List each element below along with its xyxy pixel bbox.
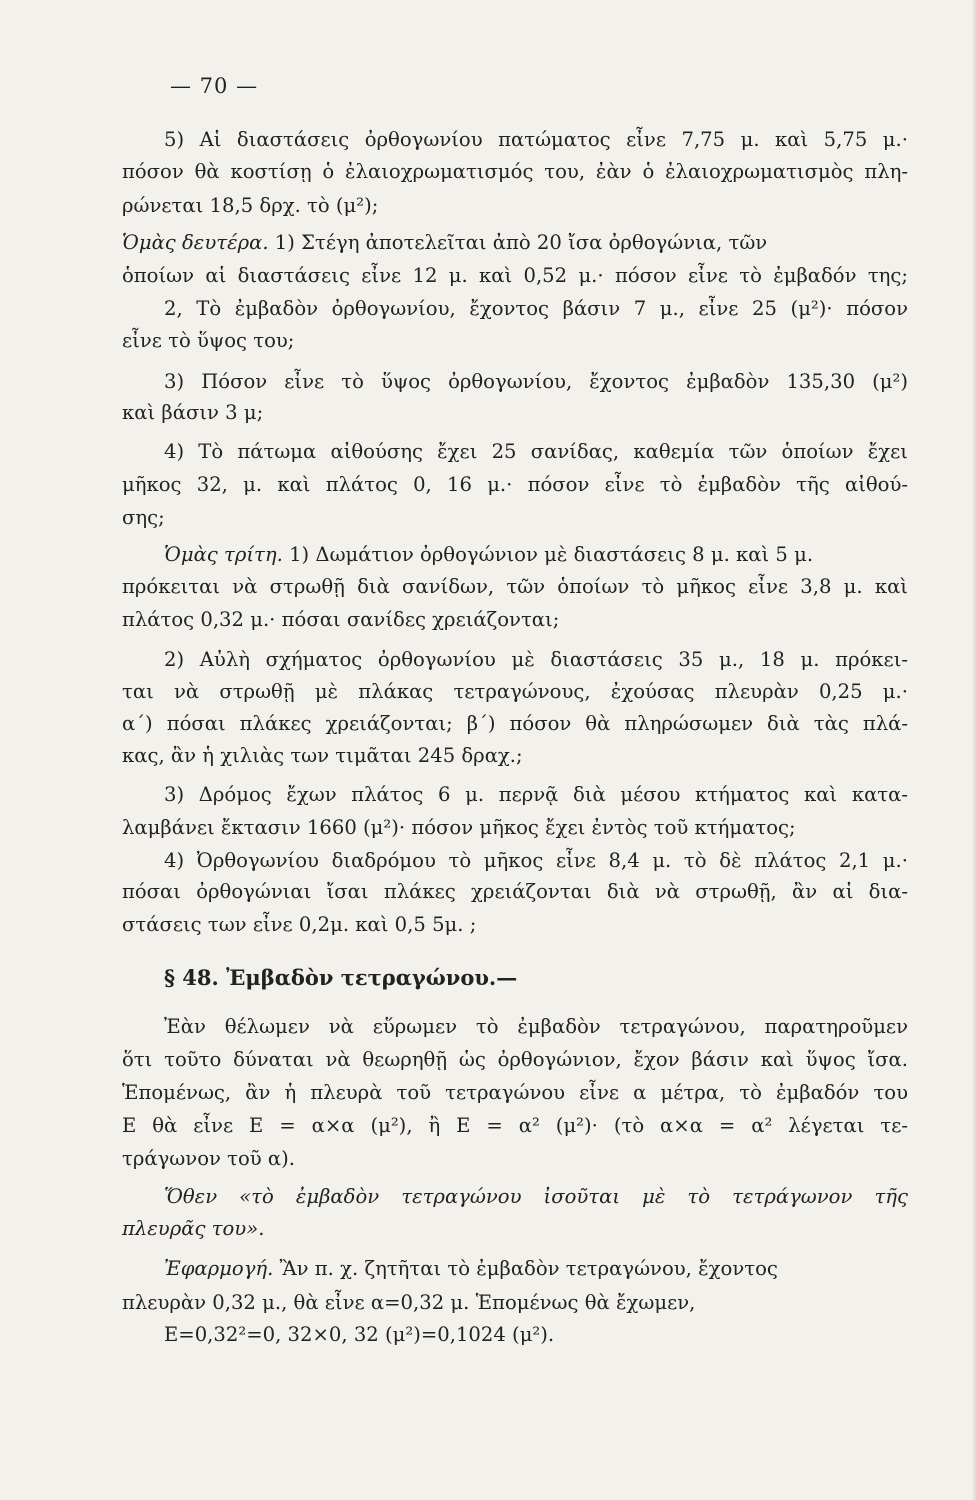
section-heading: § 48. Ἐμβαδὸν τετραγώνου.—: [164, 965, 518, 990]
text-line-group: [164, 545, 908, 565]
text-line: 2) Αὐλὴ σχήματος ὀρθογωνίου μὲ διαστάσεις 35 μ., 18 μ. πρόκει-: [164, 648, 908, 671]
text-line: 1) Στέγη ἀποτελεῖται ἀπὸ 20 ἴσα ὀρθογώνια, τῶν: [274, 231, 768, 254]
text-line: ὅτι τοῦτο δύναται νὰ θεωρηθῇ ὡς ὀρθογώνιον, ἔχον βάσιν καὶ ὕψος ἴσα.: [122, 1048, 908, 1071]
text-line: μῆκος 32, μ. καὶ πλάτος 0, 16 μ.· πόσον εἶνε τὸ ἐμβαδὸν τῆς αἰθού-: [122, 473, 908, 496]
group-heading: Ὁμὰς δευτέρα.: [122, 231, 269, 254]
text-line: πόσον θὰ κοστίσῃ ὁ ἐλαιοχρωματισμός του, ἐὰν ὁ ἐλαιοχρωματισμὸς πλη-: [122, 160, 908, 183]
page: [122, 0, 908, 1500]
text-line: Ἑπομένως, ἂν ἡ πλευρὰ τοῦ τετραγώνου εἶνε α μέτρα, τὸ ἐμβαδόν του: [122, 1081, 908, 1104]
text-line: πόσαι ὀρθογώνιαι ἴσαι πλάκες χρειάζονται διὰ νὰ στρωθῇ, ἂν αἱ δια-: [122, 880, 908, 903]
text-line: 1) Δωμάτιον ὀρθογώνιον μὲ διαστάσεις 8 μ. καὶ 5 μ.: [289, 543, 814, 566]
text-line: Ὅθεν «τὸ ἐμβαδὸν τετραγώνου ἰσοῦται μὲ τὸ τετράγωνον τῆς: [164, 1185, 908, 1208]
text-line: 2, Τὸ ἐμβαδὸν ὀρθογωνίου, ἔχοντος βάσιν 7 μ., εἶνε 25 (μ²)· πόσον: [164, 297, 908, 320]
text-line: πλευρὰν 0,32 μ., θὰ εἶνε α=0,32 μ. Ἑπομένως θὰ ἔχωμεν,: [122, 1291, 696, 1314]
text-line: ὁποίων αἱ διαστάσεις εἶνε 12 μ. καὶ 0,52 μ.· πόσον εἶνε τὸ ἐμβαδόν της;: [122, 264, 908, 287]
text-line: 4) Τὸ πάτωμα αἰθούσης ἔχει 25 σανίδας, καθεμία τῶν ὁποίων ἔχει: [164, 440, 908, 463]
text-line: Ἂν π. χ. ζητῆται τὸ ἐμβαδὸν τετραγώνου, ἔχοντος: [279, 1257, 778, 1280]
text-line: ρώνεται 18,5 δρχ. τὸ (μ²);: [122, 194, 379, 217]
text-line: 5) Αἱ διαστάσεις ὀρθογωνίου πατώματος εἶνε 7,75 μ. καὶ 5,75 μ.·: [164, 128, 908, 151]
text-line-group: [122, 233, 908, 253]
text-line: καὶ βάσιν 3 μ;: [122, 401, 264, 424]
text-line: 3) Πόσον εἶνε τὸ ὕψος ὀρθογωνίου, ἔχοντος ἐμβαδὸν 135,30 (μ²): [164, 370, 908, 393]
application-heading: Ἐφαρμογή.: [164, 1257, 274, 1280]
text-line: λαμβάνει ἔκτασιν 1660 (μ²)· πόσον μῆκος ἔχει ἐντὸς τοῦ κτήματος;: [122, 816, 796, 839]
text-line: πλάτος 0,32 μ.· πόσαι σανίδες χρειάζονται;: [122, 608, 560, 631]
text-line: στάσεις των εἶνε 0,2μ. καὶ 0,5 5μ. ;: [122, 913, 477, 936]
page-number: — 70 —: [170, 74, 259, 98]
text-line-group: [164, 1259, 908, 1279]
text-line: σης;: [122, 506, 165, 529]
text-line: κας, ἂν ἡ χιλιὰς των τιμᾶται 245 δραχ.;: [122, 744, 523, 767]
text-line: Ἐὰν θέλωμεν νὰ εὕρωμεν τὸ ἐμβαδὸν τετραγώνου, παρατηροῦμεν: [164, 1015, 908, 1038]
group-heading: Ὁμὰς τρίτη.: [164, 543, 283, 566]
text-line: Ε=0,32²=0, 32×0, 32 (μ²)=0,1024 (μ²).: [164, 1323, 555, 1346]
text-line: τράγωνον τοῦ α).: [122, 1147, 296, 1170]
text-line: πλευρᾶς του».: [122, 1217, 265, 1240]
text-line: α΄) πόσαι πλάκες χρειάζονται; β΄) πόσον θὰ πληρώσωμεν διὰ τὰς πλά-: [122, 712, 908, 735]
page-edge-shadow: [972, 0, 977, 1500]
text-line: πρόκειται νὰ στρωθῇ διὰ σανίδων, τῶν ὁποίων τὸ μῆκος εἶνε 3,8 μ. καὶ: [122, 575, 908, 598]
text-line: εἶνε τὸ ὕψος του;: [122, 329, 295, 352]
text-line: 3) Δρόμος ἔχων πλάτος 6 μ. περνᾷ διὰ μέσου κτήματος καὶ κατα-: [164, 783, 908, 806]
text-line: Ε θὰ εἶνε Ε = α×α (μ²), ἢ Ε = α² (μ²)· (τὸ α×α = α² λέγεται τε-: [122, 1114, 908, 1137]
text-line: ται νὰ στρωθῇ μὲ πλάκας τετραγώνους, ἐχούσας πλευρὰν 0,25 μ.·: [122, 680, 908, 703]
text-line: 4) Ὀρθογωνίου διαδρόμου τὸ μῆκος εἶνε 8,4 μ. τὸ δὲ πλάτος 2,1 μ.·: [164, 849, 908, 872]
